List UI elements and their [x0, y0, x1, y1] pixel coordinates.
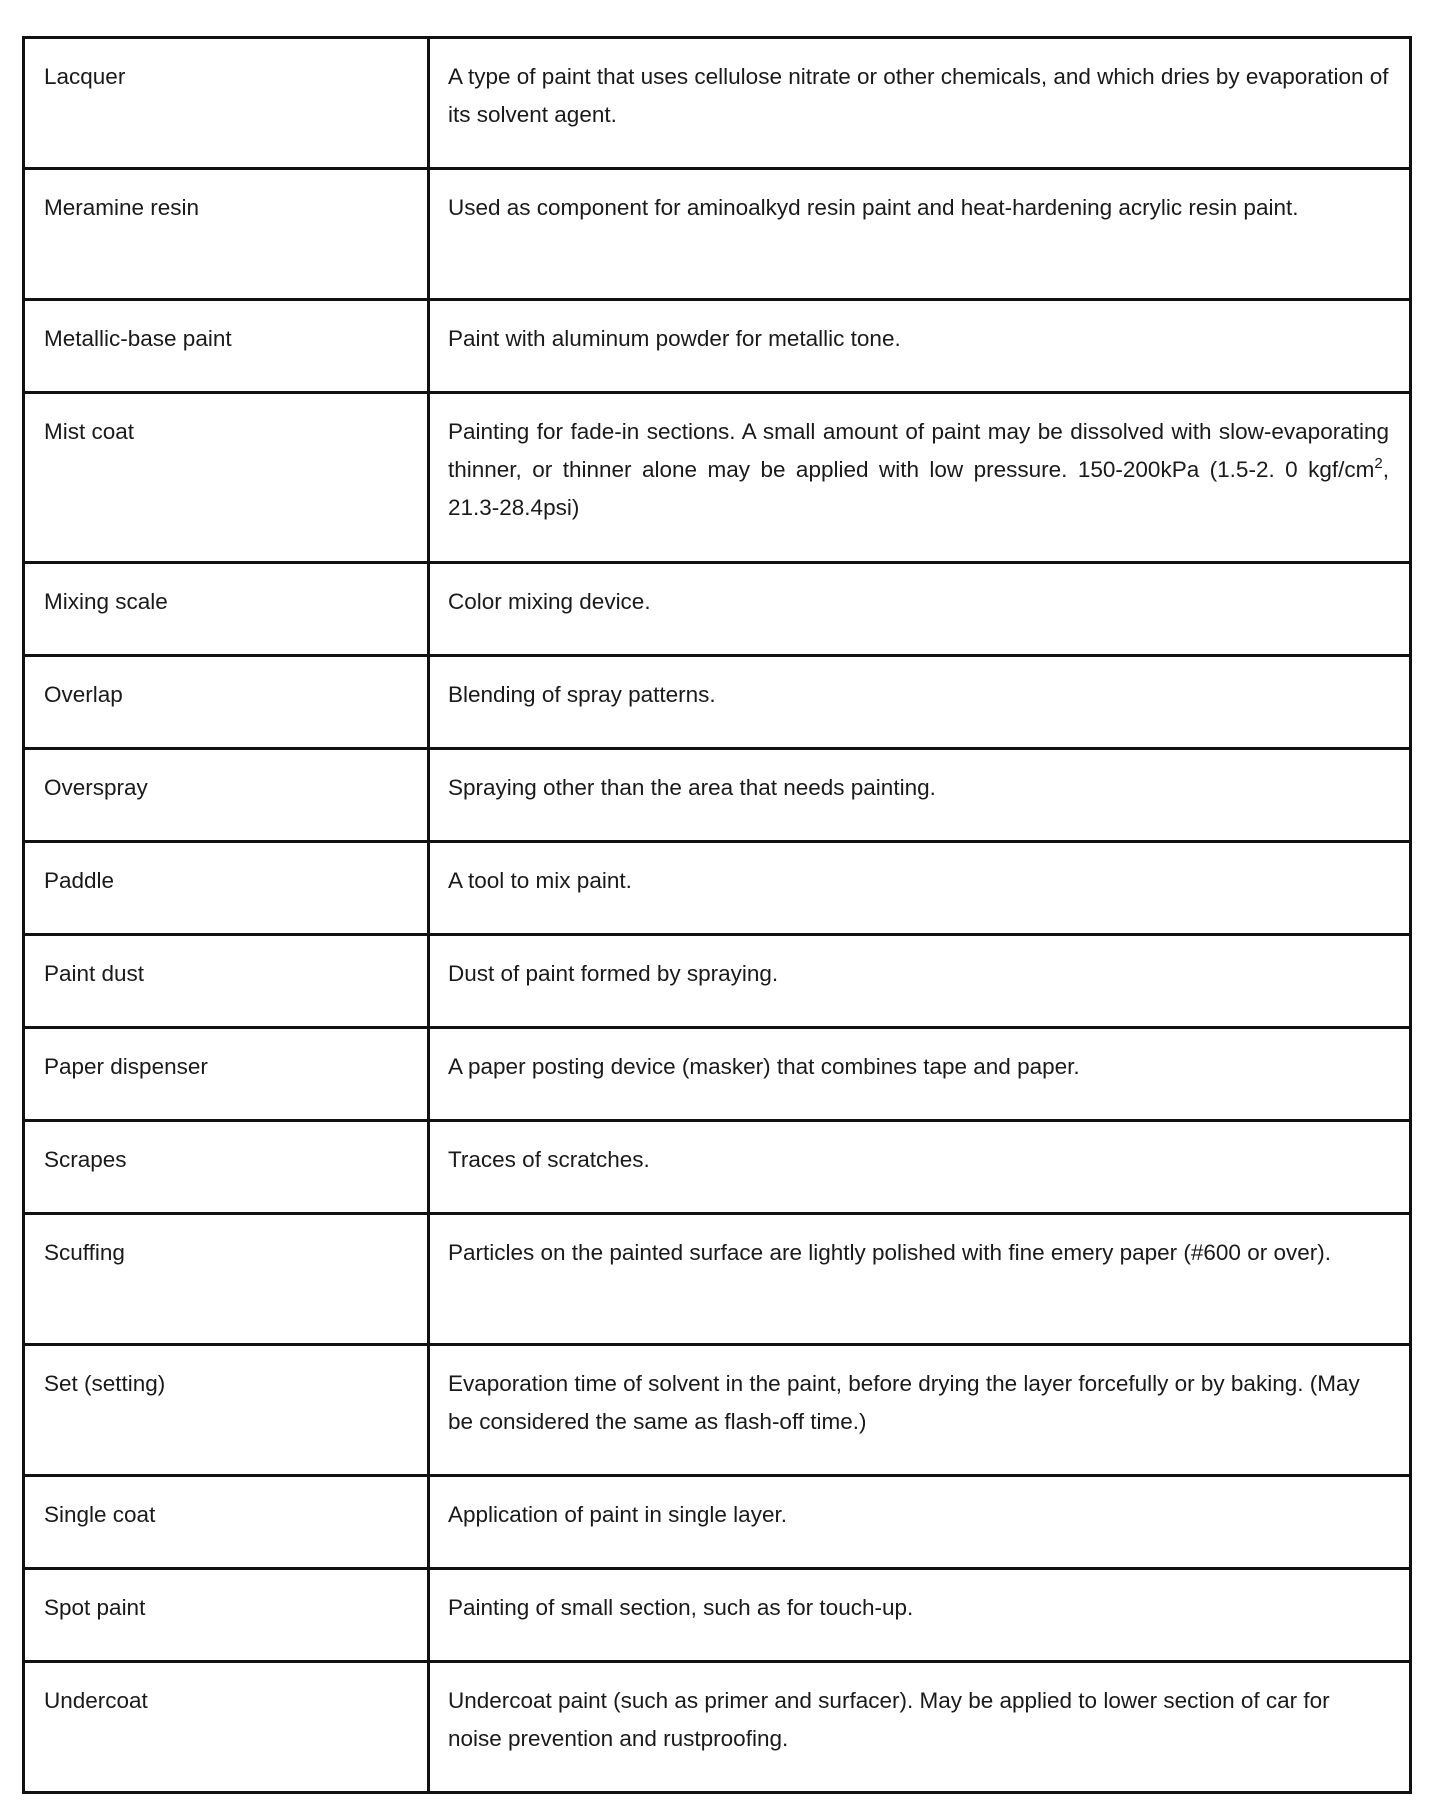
superscript-exponent: 2	[1374, 454, 1383, 472]
term-cell: Mixing scale	[24, 563, 429, 656]
definition-cell: Painting of small section, such as for touch-up.	[429, 1569, 1411, 1662]
term-cell: Overlap	[24, 656, 429, 749]
term-cell: Undercoat	[24, 1662, 429, 1793]
term-cell: Meramine resin	[24, 169, 429, 300]
term-cell: Set (setting)	[24, 1345, 429, 1476]
table-row	[24, 1476, 1411, 1569]
table-row	[24, 935, 1411, 1028]
table-row	[24, 1121, 1411, 1214]
term-cell: Scrapes	[24, 1121, 429, 1214]
definition-text-tail: , 21.3-28.4psi)	[448, 457, 1389, 520]
table-row	[24, 1345, 1411, 1476]
term-cell: Overspray	[24, 749, 429, 842]
definition-cell: Used as component for aminoalkyd resin paint and heat-hardening acrylic resin paint.	[429, 169, 1411, 300]
table-row	[24, 169, 1411, 300]
table-row	[24, 563, 1411, 656]
table-row	[24, 393, 1411, 563]
definition-cell: Traces of scratches.	[429, 1121, 1411, 1214]
definition-cell	[429, 393, 1411, 563]
term-cell: Metallic-base paint	[24, 300, 429, 393]
definition-text: Painting for fade-in sections. A small amount of paint may be dissolved with slow-evaporating thinner, or thinner alone may be applied with low pressure. 150-200kPa (1.5-2. 0 kgf/cm	[448, 419, 1389, 482]
definition-cell: Evaporation time of solvent in the paint, before drying the layer forcefully or by baking. (May be considered the same as flash-off time.)	[429, 1345, 1411, 1476]
term-cell: Spot paint	[24, 1569, 429, 1662]
table-row	[24, 1662, 1411, 1793]
term-cell: Lacquer	[24, 38, 429, 169]
definition-cell: A tool to mix paint.	[429, 842, 1411, 935]
definition-cell: Color mixing device.	[429, 563, 1411, 656]
table-row	[24, 300, 1411, 393]
table-row	[24, 38, 1411, 169]
term-cell: Paddle	[24, 842, 429, 935]
table-row	[24, 842, 1411, 935]
term-cell: Scuffing	[24, 1214, 429, 1345]
term-cell: Paper dispenser	[24, 1028, 429, 1121]
term-cell: Mist coat	[24, 393, 429, 563]
glossary-table	[22, 36, 1412, 1794]
definition-cell: Dust of paint formed by spraying.	[429, 935, 1411, 1028]
definition-cell: A type of paint that uses cellulose nitrate or other chemicals, and which dries by evaporation of its solvent agent.	[429, 38, 1411, 169]
definition-cell: Blending of spray patterns.	[429, 656, 1411, 749]
table-row	[24, 1214, 1411, 1345]
term-cell: Paint dust	[24, 935, 429, 1028]
definition-cell: A paper posting device (masker) that combines tape and paper.	[429, 1028, 1411, 1121]
term-cell: Single coat	[24, 1476, 429, 1569]
table-row	[24, 1028, 1411, 1121]
definition-cell: Spraying other than the area that needs painting.	[429, 749, 1411, 842]
definition-cell: Paint with aluminum powder for metallic tone.	[429, 300, 1411, 393]
definition-cell: Particles on the painted surface are lightly polished with fine emery paper (#600 or over).	[429, 1214, 1411, 1345]
definition-cell: Undercoat paint (such as primer and surfacer). May be applied to lower section of car for noise prevention and rustproofing.	[429, 1662, 1411, 1793]
table-row	[24, 656, 1411, 749]
definition-cell: Application of paint in single layer.	[429, 1476, 1411, 1569]
table-row	[24, 1569, 1411, 1662]
table-row	[24, 749, 1411, 842]
